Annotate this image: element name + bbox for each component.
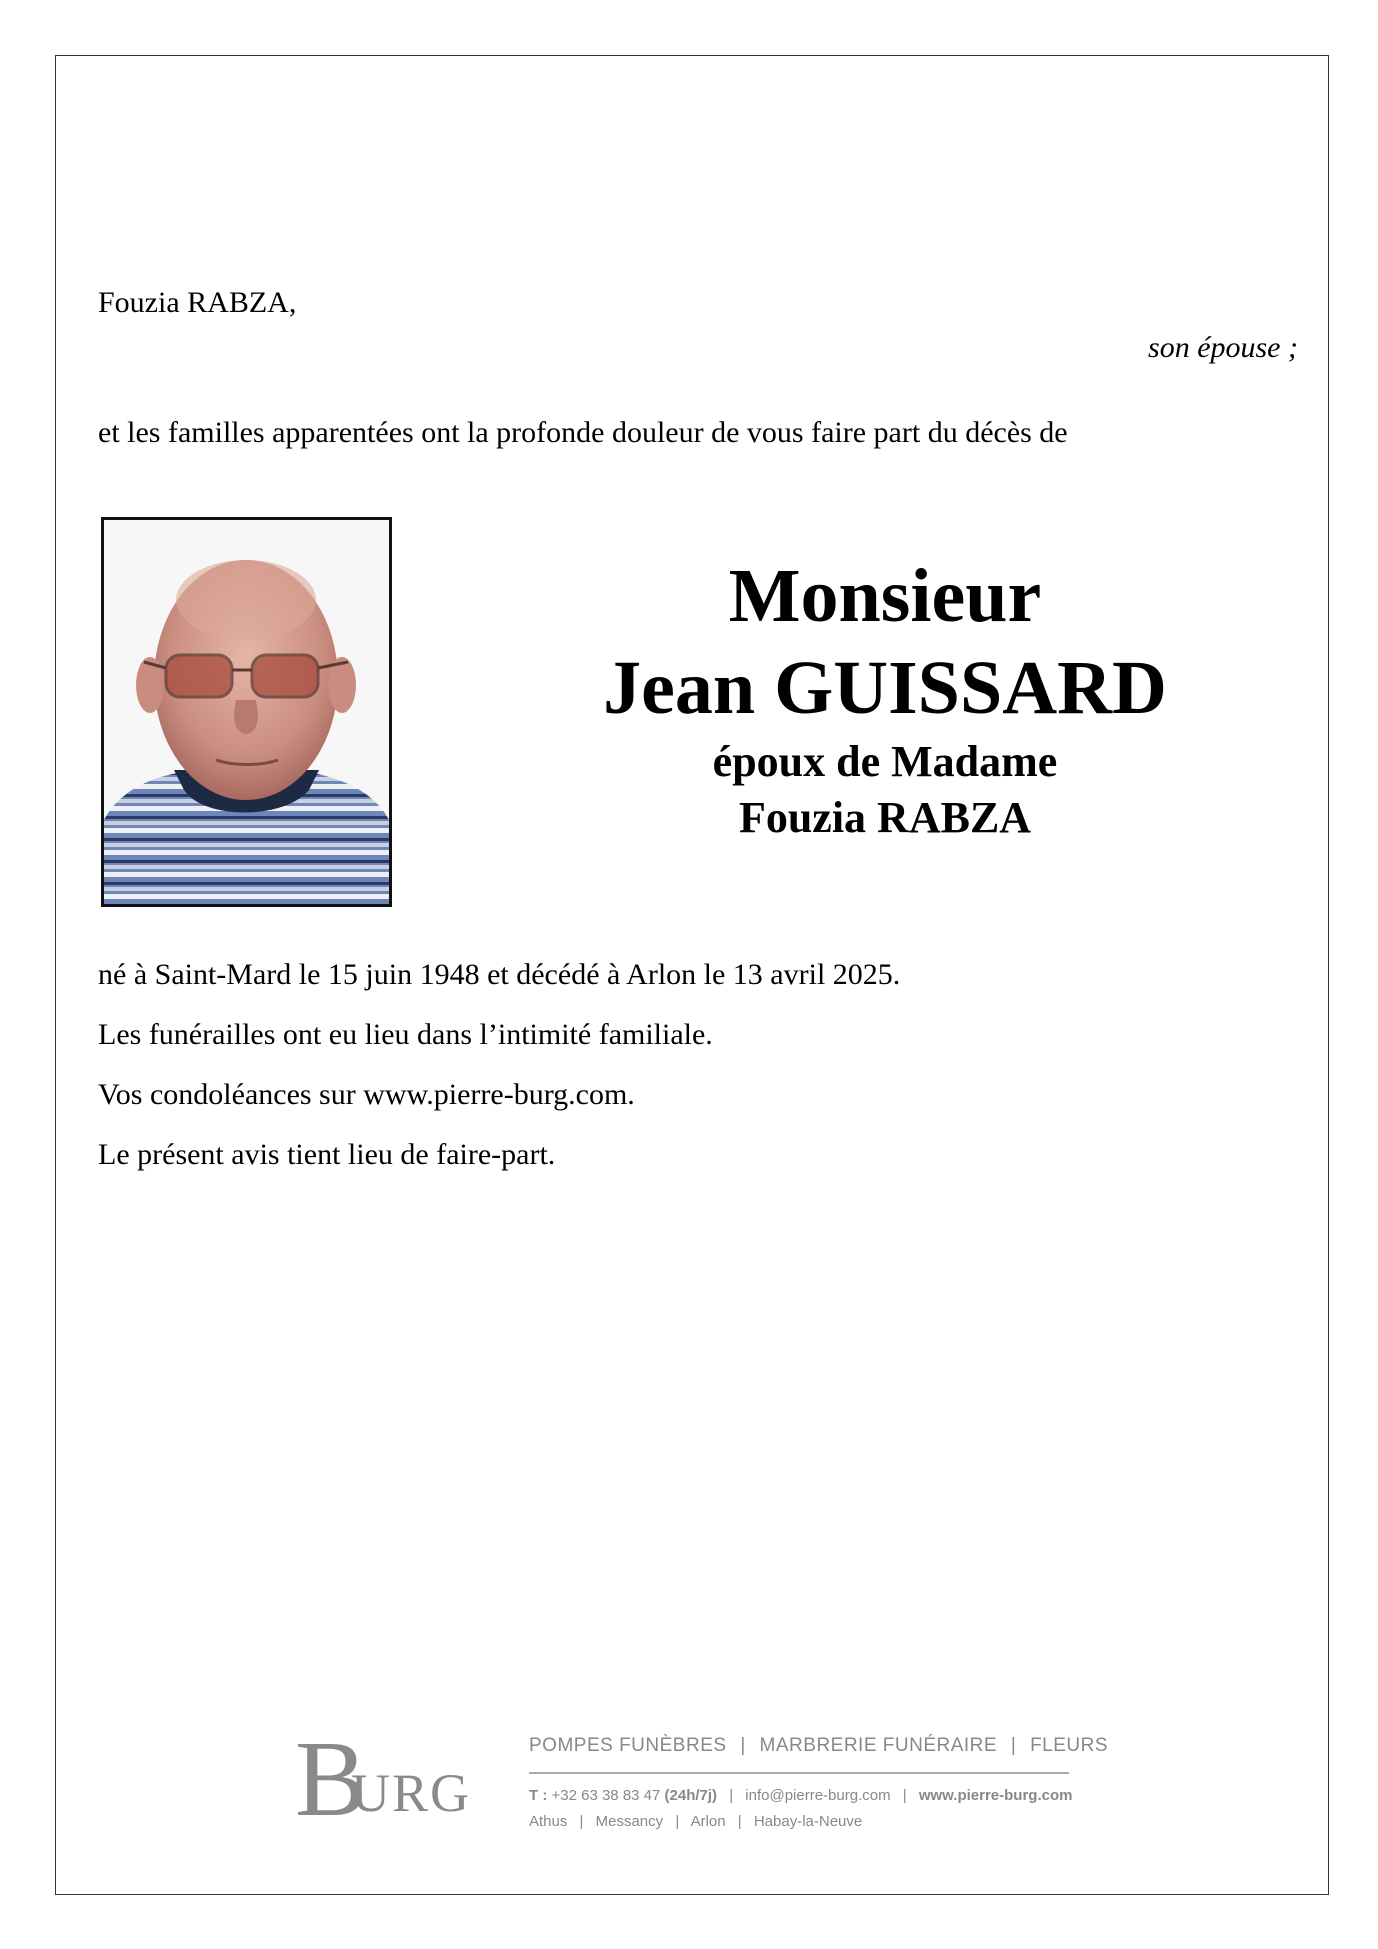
portrait-photo: [101, 517, 392, 907]
relation-label: son épouse ;: [1148, 331, 1298, 364]
website-link[interactable]: www.pierre-burg.com: [918, 1787, 1073, 1804]
service-funeral: POMPES FUNÈBRES: [529, 1735, 727, 1756]
phone-hours: (24h/7j): [664, 1787, 718, 1804]
burg-logo: [295, 1727, 475, 1827]
birth-death-line: né à Saint-Mard le 15 juin 1948 et décédé à Arlon le 13 avril 2025.: [98, 958, 901, 991]
location-item: Messancy: [595, 1813, 664, 1830]
notice-line: Le présent avis tient lieu de faire-part.: [98, 1138, 556, 1171]
condolences-line: Vos condoléances sur www.pierre-burg.com.: [98, 1078, 635, 1111]
contact-line: [529, 1787, 1072, 1804]
services-line: [529, 1735, 1108, 1757]
intro-spouse-name: Fouzia RABZA,: [98, 286, 297, 319]
separator: |: [579, 1813, 584, 1830]
footer: [295, 1725, 1109, 1845]
locations-line: [529, 1813, 862, 1830]
deceased-name-block: [560, 550, 1210, 846]
funeral-line: Les funérailles ont eu lieu dans l’intimité familiale.: [98, 1018, 713, 1051]
separator: |: [729, 1787, 734, 1804]
separator: |: [675, 1813, 680, 1830]
svg-text:B: B: [295, 1727, 368, 1827]
spouse-line: époux de Madame: [712, 737, 1058, 786]
svg-text:URG: URG: [351, 1763, 472, 1823]
phone-label: T :: [529, 1787, 548, 1804]
location-item: Athus: [529, 1813, 568, 1830]
deceased-name: Jean GUISSARD: [603, 646, 1167, 730]
location-item: Arlon: [690, 1813, 726, 1830]
separator: |: [902, 1787, 907, 1804]
service-marble: MARBRERIE FUNÉRAIRE: [759, 1735, 998, 1756]
footer-divider: [529, 1772, 1069, 1774]
spouse-name: Fouzia RABZA: [738, 793, 1032, 842]
separator: |: [740, 1735, 746, 1756]
location-item: Habay-la-Neuve: [753, 1813, 863, 1830]
separator: |: [737, 1813, 742, 1830]
phone-number[interactable]: +32 63 38 83 47: [551, 1787, 661, 1804]
deceased-title: Monsieur: [728, 554, 1042, 638]
details-block: [98, 945, 900, 1185]
announcement-text: et les familles apparentées ont la profonde douleur de vous faire part du décès de: [98, 416, 1068, 449]
separator: |: [1010, 1735, 1017, 1756]
service-flowers: FLEURS: [1030, 1735, 1109, 1756]
email-link[interactable]: info@pierre-burg.com: [745, 1787, 891, 1804]
